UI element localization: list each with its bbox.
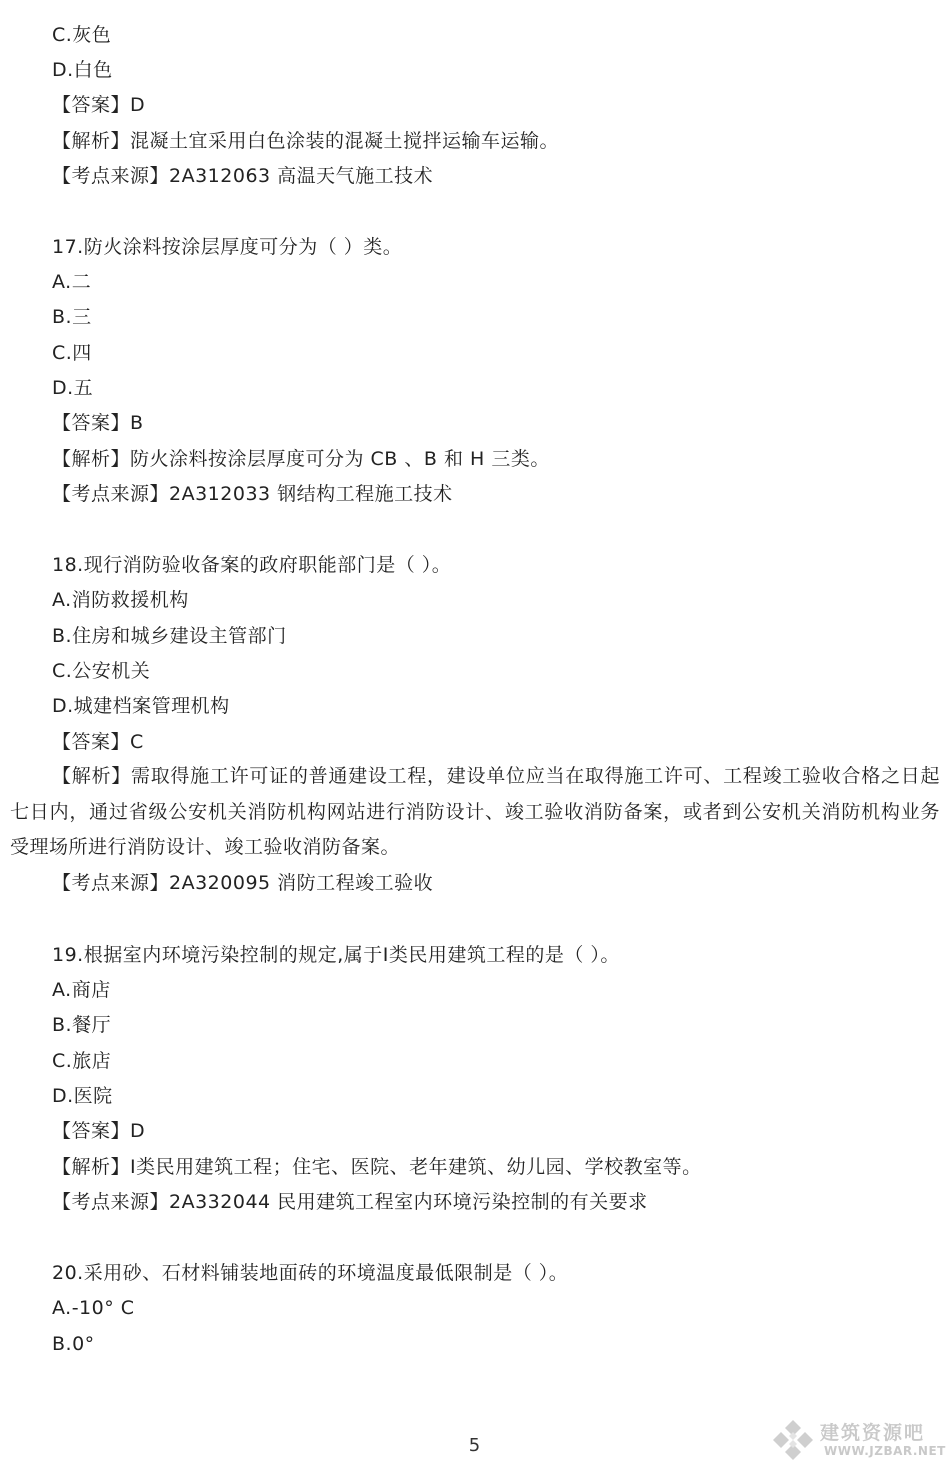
q19-option-a: A.商店 [52, 979, 111, 1001]
q18-answer: 【答案】C [52, 731, 144, 753]
watermark-url: WWW.JZBAR.NET [824, 1444, 946, 1458]
q16-source: 【考点来源】2A312063 高温天气施工技术 [52, 165, 434, 187]
q17-option-b: B.三 [52, 306, 92, 328]
watermark-logo-icon [768, 1416, 818, 1466]
q18-option-a: A.消防救援机构 [52, 589, 189, 611]
q17-option-c: C.四 [52, 342, 92, 364]
q19-analysis: 【解析】Ⅰ类民用建筑工程；住宅、医院、老年建筑、幼儿园、学校教室等。 [52, 1156, 702, 1178]
q18-question: 18.现行消防验收备案的政府职能部门是（ ）。 [52, 554, 452, 576]
q18-option-c: C.公安机关 [52, 660, 151, 682]
q16-answer: 【答案】D [52, 94, 146, 116]
q16-analysis: 【解析】混凝土宜采用白色涂装的混凝土搅拌运输车运输。 [52, 130, 560, 152]
q20-question: 20.采用砂、石材料铺装地面砖的环境温度最低限制是（ ）。 [52, 1262, 569, 1284]
q18-analysis: 【解析】需取得施工许可证的普通建设工程，建设单位应当在取得施工许可、工程竣工验收合格之日起七日内，通过省级公安机关消防机构网站进行消防设计、竣工验收消防备案，或者到公安机关消防机构业务受理场所进行消防设计、竣工验收消防备案。 [10, 765, 940, 858]
q17-option-a: A.二 [52, 271, 92, 293]
q19-option-c: C.旅店 [52, 1050, 112, 1072]
q19-option-d: D.医院 [52, 1085, 113, 1107]
watermark-text: 建筑资源吧 [820, 1422, 926, 1444]
q19-option-b: B.餐厅 [52, 1014, 112, 1036]
q17-answer: 【答案】B [52, 412, 144, 434]
q18-option-d: D.城建档案管理机构 [52, 695, 230, 717]
q20-option-b: B.0° [52, 1333, 95, 1355]
q19-question: 19.根据室内环境污染控制的规定,属于Ⅰ类民用建筑工程的是（ ）。 [52, 944, 620, 966]
q20-option-a: A.-10° C [52, 1297, 135, 1319]
q16-option-d: D.白色 [52, 59, 113, 81]
q17-question: 17.防火涂料按涂层厚度可分为（ ）类。 [52, 236, 403, 258]
q19-source: 【考点来源】2A332044 民用建筑工程室内环境污染控制的有关要求 [52, 1191, 648, 1213]
q17-analysis: 【解析】防火涂料按涂层厚度可分为 CB 、B 和 H 三类。 [52, 448, 550, 470]
page-number: 5 [468, 1435, 481, 1456]
q16-option-c: C.灰色 [52, 24, 112, 46]
q17-option-d: D.五 [52, 377, 94, 399]
watermark [768, 1416, 944, 1466]
q18-option-b: B.住房和城乡建设主管部门 [52, 625, 287, 647]
q18-source: 【考点来源】2A320095 消防工程竣工验收 [52, 872, 434, 894]
q17-source: 【考点来源】2A312033 钢结构工程施工技术 [52, 483, 453, 505]
q19-answer: 【答案】D [52, 1120, 146, 1142]
